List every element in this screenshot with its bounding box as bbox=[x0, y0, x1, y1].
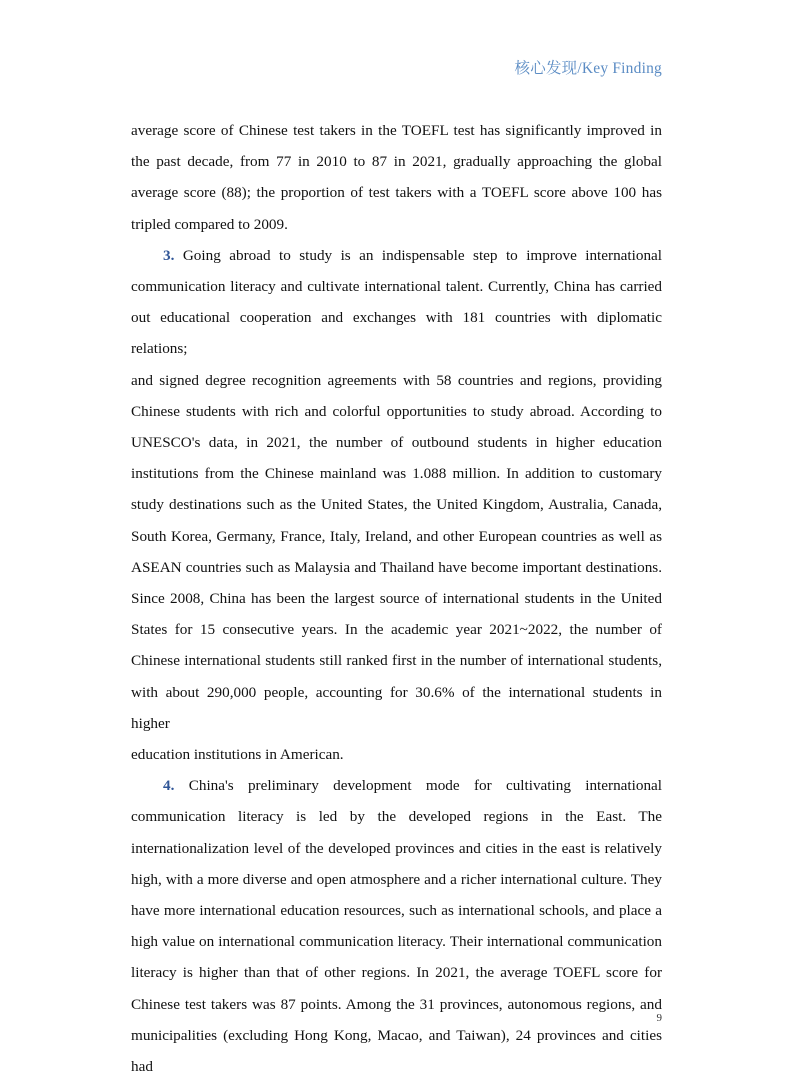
text-line: have more international education resources, such as international schools, and place a bbox=[131, 902, 662, 920]
text-line: ASEAN countries such as Malaysia and Thailand have become important destinations. bbox=[131, 558, 662, 576]
text-line: communication literacy is led by the developed regions in the East. The bbox=[131, 808, 662, 826]
text-line: communication literacy and cultivate international talent. Currently, China has carried bbox=[131, 278, 662, 296]
text-line: high value on international communication literacy. Their international communication bbox=[131, 933, 662, 951]
text-line: literacy is higher than that of other regions. In 2021, the average TOEFL score for bbox=[131, 964, 662, 982]
text-line: average score of Chinese test takers in the TOEFL test has significantly improved in bbox=[131, 122, 662, 139]
text-line: high, with a more diverse and open atmosphere and a richer international culture. They bbox=[131, 870, 662, 888]
text-line: institutions from the Chinese mainland was 1.088 million. In addition to customary bbox=[131, 465, 662, 483]
paragraph-point-4 bbox=[131, 770, 662, 1082]
text-line: 3. Going abroad to study is an indispensable step to improve international bbox=[163, 246, 662, 264]
text-line: study destinations such as the United States, the United Kingdom, Australia, Canada, bbox=[131, 496, 662, 514]
text-line: Since 2008, China has been the largest source of international students in the United bbox=[131, 590, 662, 608]
text-line: with about 290,000 people, accounting for 30.6% of the international students in higher bbox=[131, 683, 662, 732]
page-number: 9 bbox=[656, 1012, 662, 1024]
text-line: tripled compared to 2009. bbox=[131, 215, 288, 233]
text-line: Chinese international students still ranked first in the number of international students, bbox=[131, 652, 662, 670]
text-line: 4. China's preliminary development mode for cultivating international bbox=[163, 777, 662, 795]
text-line: Chinese test takers was 87 points. Among the 31 provinces, autonomous regions, and bbox=[131, 995, 662, 1013]
text-line: municipalities (excluding Hong Kong, Macao, and Taiwan), 24 provinces and cities had bbox=[131, 1026, 662, 1076]
body-text bbox=[131, 115, 662, 1082]
text-line: education institutions in American. bbox=[131, 746, 344, 764]
text-line: South Korea, Germany, France, Italy, Ireland, and other European countries as well as bbox=[131, 527, 662, 545]
text-line: internationalization level of the developed provinces and cities in the east is relatively bbox=[131, 839, 662, 857]
text-line: States for 15 consecutive years. In the academic year 2021~2022, the number of bbox=[131, 621, 662, 639]
text-line: Chinese students with rich and colorful opportunities to study abroad. According to bbox=[131, 402, 662, 420]
paragraph-point-3 bbox=[131, 240, 662, 770]
text-line: the past decade, from 77 in 2010 to 87 in 2021, gradually approaching the global bbox=[131, 153, 662, 171]
text-line: out educational cooperation and exchanges with 181 countries with diplomatic relations; bbox=[131, 309, 662, 358]
point-number: 4. bbox=[163, 777, 189, 795]
running-header: 核心发现/Key Finding bbox=[514, 60, 662, 77]
text-line: UNESCO's data, in 2021, the number of outbound students in higher education bbox=[131, 434, 662, 452]
paragraph-continuation bbox=[131, 115, 662, 240]
point-number: 3. bbox=[163, 246, 183, 264]
text-line: average score (88); the proportion of test takers with a TOEFL score above 100 has bbox=[131, 184, 662, 202]
text-line: and signed degree recognition agreements with 58 countries and regions, providing bbox=[131, 371, 662, 389]
